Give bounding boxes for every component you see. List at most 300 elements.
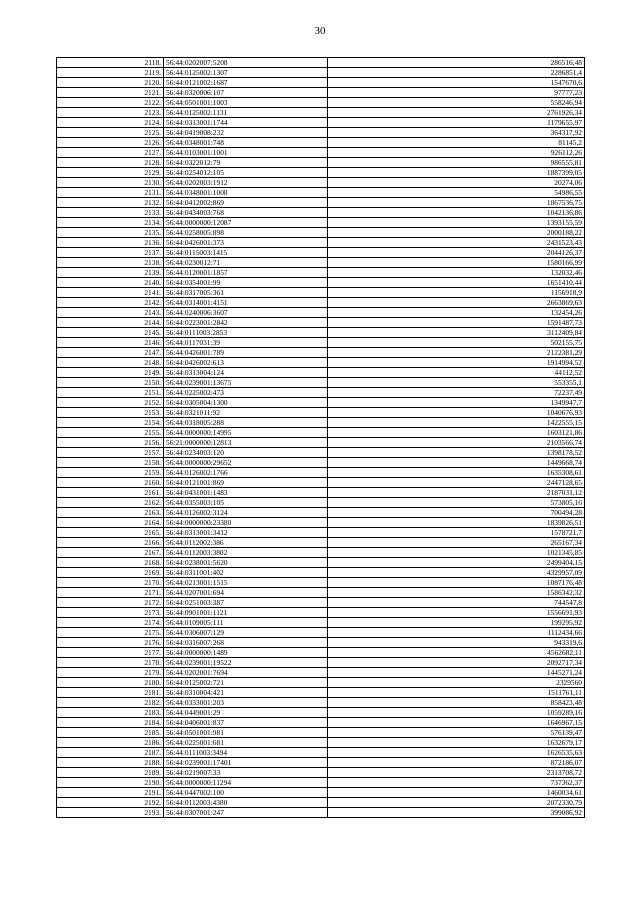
- cadastral-number-cell: 56:44:0239001:19522: [164, 658, 328, 668]
- table-row: [57, 148, 585, 158]
- cadastral-number-cell: 56:44:0112003:4380: [164, 798, 328, 808]
- value-cell: 2663869,63: [328, 298, 585, 308]
- value-cell: 1511761,11: [328, 688, 585, 698]
- cadastral-number-cell: 56:44:0320006:107: [164, 88, 328, 98]
- cadastral-number-cell: 56:44:0000000:12087: [164, 218, 328, 228]
- table-row: [57, 438, 585, 448]
- value-cell: 553355,1: [328, 378, 585, 388]
- row-number-cell: 2145.: [57, 328, 164, 338]
- value-cell: 1887399,05: [328, 168, 585, 178]
- cadastral-number-cell: 56:44:0230012:71: [164, 258, 328, 268]
- value-cell: 2092717,34: [328, 658, 585, 668]
- row-number-cell: 2123.: [57, 108, 164, 118]
- table-row: [57, 228, 585, 238]
- row-number-cell: 2159.: [57, 468, 164, 478]
- value-cell: 20274,06: [328, 178, 585, 188]
- value-cell: 737362,37: [328, 778, 585, 788]
- row-number-cell: 2174.: [57, 618, 164, 628]
- value-cell: 2499404,15: [328, 558, 585, 568]
- table-row: [57, 318, 585, 328]
- row-number-cell: 2182.: [57, 698, 164, 708]
- value-cell: 1156918,9: [328, 288, 585, 298]
- cadastral-number-cell: 56:44:0348001:748: [164, 138, 328, 148]
- cadastral-number-cell: 56:44:0313001:1744: [164, 118, 328, 128]
- table-row: [57, 568, 585, 578]
- cadastral-number-cell: 56:44:0207001:694: [164, 588, 328, 598]
- table-row: [57, 138, 585, 148]
- table-row: [57, 368, 585, 378]
- value-cell: 1021345,85: [328, 548, 585, 558]
- cadastral-number-cell: 56:44:0355003:105: [164, 498, 328, 508]
- cadastral-number-cell: 56:44:0112002:386: [164, 538, 328, 548]
- table-row: [57, 798, 585, 808]
- value-cell: 1042136,86: [328, 208, 585, 218]
- row-number-cell: 2167.: [57, 548, 164, 558]
- row-number-cell: 2155.: [57, 428, 164, 438]
- cadastral-number-cell: 56:44:0426001:789: [164, 348, 328, 358]
- value-cell: 1632679,17: [328, 738, 585, 748]
- cadastral-number-cell: 56:44:0111003:3494: [164, 748, 328, 758]
- value-cell: 1398178,52: [328, 448, 585, 458]
- row-number-cell: 2152.: [57, 398, 164, 408]
- value-cell: 2761926,34: [328, 108, 585, 118]
- table-row: [57, 378, 585, 388]
- row-number-cell: 2130.: [57, 178, 164, 188]
- value-cell: 1556691,93: [328, 608, 585, 618]
- value-cell: 72237,49: [328, 388, 585, 398]
- table-row: [57, 628, 585, 638]
- table-row: [57, 278, 585, 288]
- value-cell: 4562682,11: [328, 648, 585, 658]
- cadastral-number-cell: 56:44:0000000:1489: [164, 648, 328, 658]
- value-cell: 1547670,6: [328, 78, 585, 88]
- row-number-cell: 2190.: [57, 778, 164, 788]
- value-cell: 1112434,66: [328, 628, 585, 638]
- table-row: [57, 708, 585, 718]
- cadastral-number-cell: 56:44:0305004:1300: [164, 398, 328, 408]
- value-cell: 199295,92: [328, 618, 585, 628]
- cadastral-number-cell: 56:44:0431001:1483: [164, 488, 328, 498]
- table-row: [57, 688, 585, 698]
- table-row: [57, 668, 585, 678]
- table-row: [57, 758, 585, 768]
- cadastral-number-cell: 56:44:0115003:1415: [164, 248, 328, 258]
- value-cell: 1578721,7: [328, 528, 585, 538]
- cadastral-number-cell: 56:44:0426001:373: [164, 238, 328, 248]
- cadastral-number-cell: 56:44:0322012:79: [164, 158, 328, 168]
- value-cell: 573805,16: [328, 498, 585, 508]
- value-cell: 576139,47: [328, 728, 585, 738]
- row-number-cell: 2172.: [57, 598, 164, 608]
- value-cell: 81145,2: [328, 138, 585, 148]
- table-row: [57, 128, 585, 138]
- table-row: [57, 458, 585, 468]
- cadastral-number-cell: 56:44:0419008:232: [164, 128, 328, 138]
- row-number-cell: 2140.: [57, 278, 164, 288]
- value-cell: 2072330,79: [328, 798, 585, 808]
- table-row: [57, 88, 585, 98]
- row-number-cell: 2169.: [57, 568, 164, 578]
- table-row: [57, 748, 585, 758]
- row-number-cell: 2171.: [57, 588, 164, 598]
- table-row: [57, 538, 585, 548]
- cadastral-number-cell: 56:44:0306007:129: [164, 628, 328, 638]
- row-number-cell: 2157.: [57, 448, 164, 458]
- value-cell: 2329560: [328, 678, 585, 688]
- value-cell: 1646967,15: [328, 718, 585, 728]
- cadastral-number-cell: 56:44:0333001:203: [164, 698, 328, 708]
- table-row: [57, 488, 585, 498]
- table-row: [57, 808, 585, 818]
- value-cell: 1422555,15: [328, 418, 585, 428]
- value-cell: 2447128,65: [328, 478, 585, 488]
- table-row: [57, 268, 585, 278]
- cadastral-number-cell: 56:44:0348001:1008: [164, 188, 328, 198]
- cadastral-number-cell: 56:44:0120001:1857: [164, 268, 328, 278]
- cadastral-number-cell: 56:44:0251003:387: [164, 598, 328, 608]
- table-row: [57, 398, 585, 408]
- table-row: [57, 108, 585, 118]
- cadastral-number-cell: 56:44:0112003:3802: [164, 548, 328, 558]
- row-number-cell: 2141.: [57, 288, 164, 298]
- table-row: [57, 218, 585, 228]
- cadastral-number-cell: 56:44:0239001:17401: [164, 758, 328, 768]
- table-row: [57, 168, 585, 178]
- table-row: [57, 738, 585, 748]
- value-cell: 1626535,63: [328, 748, 585, 758]
- table-row: [57, 578, 585, 588]
- value-cell: 2044126,37: [328, 248, 585, 258]
- table-row: [57, 408, 585, 418]
- value-cell: 2313708,72: [328, 768, 585, 778]
- value-cell: 2000188,22: [328, 228, 585, 238]
- value-cell: 1591487,73: [328, 318, 585, 328]
- table-row: [57, 78, 585, 88]
- value-cell: 399086,92: [328, 808, 585, 818]
- row-number-cell: 2164.: [57, 518, 164, 528]
- table-row: [57, 788, 585, 798]
- table-row: [57, 638, 585, 648]
- table-row: [57, 338, 585, 348]
- cadastral-number-cell: 56:44:0321011:92: [164, 408, 328, 418]
- table-row: [57, 608, 585, 618]
- value-cell: 1460034,61: [328, 788, 585, 798]
- row-number-cell: 2186.: [57, 738, 164, 748]
- table-row: [57, 208, 585, 218]
- value-cell: 132032,46: [328, 268, 585, 278]
- row-number-cell: 2129.: [57, 168, 164, 178]
- cadastral-number-cell: 56:44:0202003:1912: [164, 178, 328, 188]
- cadastral-number-cell: 56:44:0354001:99: [164, 278, 328, 288]
- cadastral-number-cell: 56:44:0125002:721: [164, 678, 328, 688]
- row-number-cell: 2136.: [57, 238, 164, 248]
- row-number-cell: 2170.: [57, 578, 164, 588]
- row-number-cell: 2138.: [57, 258, 164, 268]
- cadastral-number-cell: 56:44:0000000:11294: [164, 778, 328, 788]
- row-number-cell: 2127.: [57, 148, 164, 158]
- cadastral-number-cell: 56:44:0501001:981: [164, 728, 328, 738]
- row-number-cell: 2192.: [57, 798, 164, 808]
- value-cell: 1393155,59: [328, 218, 585, 228]
- value-cell: 44112,52: [328, 368, 585, 378]
- cadastral-number-cell: 56:44:0109005:111: [164, 618, 328, 628]
- row-number-cell: 2175.: [57, 628, 164, 638]
- cadastral-number-cell: 56:44:0447002:100: [164, 788, 328, 798]
- table-row: [57, 98, 585, 108]
- value-cell: 4329957,09: [328, 568, 585, 578]
- cadastral-number-cell: 56:44:0000000:23380: [164, 518, 328, 528]
- row-number-cell: 2193.: [57, 808, 164, 818]
- row-number-cell: 2139.: [57, 268, 164, 278]
- value-cell: 558246,94: [328, 98, 585, 108]
- row-number-cell: 2168.: [57, 558, 164, 568]
- cadastral-number-cell: 56:44:0240006:3607: [164, 308, 328, 318]
- value-cell: 1603121,86: [328, 428, 585, 438]
- row-number-cell: 2118.: [57, 58, 164, 68]
- table-row: [57, 348, 585, 358]
- registry-table-body: [57, 58, 585, 818]
- row-number-cell: 2149.: [57, 368, 164, 378]
- value-cell: 54986,55: [328, 188, 585, 198]
- value-cell: 1449668,74: [328, 458, 585, 468]
- row-number-cell: 2120.: [57, 78, 164, 88]
- row-number-cell: 2125.: [57, 128, 164, 138]
- cadastral-number-cell: 56:44:0311001:402: [164, 568, 328, 578]
- table-row: [57, 658, 585, 668]
- cadastral-number-cell: 56:44:0406001:837: [164, 718, 328, 728]
- row-number-cell: 2148.: [57, 358, 164, 368]
- row-number-cell: 2154.: [57, 418, 164, 428]
- row-number-cell: 2121.: [57, 88, 164, 98]
- value-cell: 1040676,93: [328, 408, 585, 418]
- table-row: [57, 698, 585, 708]
- table-row: [57, 558, 585, 568]
- table-row: [57, 308, 585, 318]
- value-cell: 1059289,16: [328, 708, 585, 718]
- table-row: [57, 388, 585, 398]
- value-cell: 700494,28: [328, 508, 585, 518]
- cadastral-number-cell: 56:44:0202007:5208: [164, 58, 328, 68]
- cadastral-number-cell: 56:44:0238001:5620: [164, 558, 328, 568]
- row-number-cell: 2134.: [57, 218, 164, 228]
- row-number-cell: 2147.: [57, 348, 164, 358]
- row-number-cell: 2162.: [57, 498, 164, 508]
- cadastral-number-cell: 56:44:0219007:33: [164, 768, 328, 778]
- row-number-cell: 2153.: [57, 408, 164, 418]
- table-row: [57, 728, 585, 738]
- row-number-cell: 2156.: [57, 438, 164, 448]
- table-row: [57, 648, 585, 658]
- value-cell: 872186,07: [328, 758, 585, 768]
- table-row: [57, 448, 585, 458]
- cadastral-number-cell: 56:44:0501001:1003: [164, 98, 328, 108]
- row-number-cell: 2124.: [57, 118, 164, 128]
- cadastral-number-cell: 56:44:0213001:1515: [164, 578, 328, 588]
- value-cell: 2187031,12: [328, 488, 585, 498]
- cadastral-number-cell: 56:44:0125002:1307: [164, 68, 328, 78]
- table-row: [57, 618, 585, 628]
- table-row: [57, 418, 585, 428]
- cadastral-number-cell: 56:44:0313001:3412: [164, 528, 328, 538]
- table-row: [57, 238, 585, 248]
- cadastral-number-cell: 56:44:0434003:768: [164, 208, 328, 218]
- cadastral-number-cell: 56:44:0117031:39: [164, 338, 328, 348]
- row-number-cell: 2180.: [57, 678, 164, 688]
- table-row: [57, 328, 585, 338]
- table-row: [57, 248, 585, 258]
- cadastral-number-cell: 56:44:0317005:361: [164, 288, 328, 298]
- value-cell: 364317,92: [328, 128, 585, 138]
- cadastral-number-cell: 56:44:0223001:2842: [164, 318, 328, 328]
- row-number-cell: 2137.: [57, 248, 164, 258]
- value-cell: 286516,48: [328, 58, 585, 68]
- cadastral-number-cell: 56:44:0313004:124: [164, 368, 328, 378]
- cadastral-number-cell: 56:44:0426002:613: [164, 358, 328, 368]
- row-number-cell: 2133.: [57, 208, 164, 218]
- row-number-cell: 2131.: [57, 188, 164, 198]
- row-number-cell: 2183.: [57, 708, 164, 718]
- cadastral-number-cell: 56:44:0318005:288: [164, 418, 328, 428]
- table-row: [57, 158, 585, 168]
- table-row: [57, 768, 585, 778]
- cadastral-number-cell: 56:44:0121001:869: [164, 478, 328, 488]
- row-number-cell: 2143.: [57, 308, 164, 318]
- row-number-cell: 2161.: [57, 488, 164, 498]
- row-number-cell: 2173.: [57, 608, 164, 618]
- row-number-cell: 2189.: [57, 768, 164, 778]
- row-number-cell: 2191.: [57, 788, 164, 798]
- table-row: [57, 518, 585, 528]
- cadastral-number-cell: 56:44:0225001:681: [164, 738, 328, 748]
- value-cell: 502155,75: [328, 338, 585, 348]
- page-number: 30: [314, 25, 326, 37]
- row-number-cell: 2146.: [57, 338, 164, 348]
- row-number-cell: 2166.: [57, 538, 164, 548]
- row-number-cell: 2135.: [57, 228, 164, 238]
- row-number-cell: 2163.: [57, 508, 164, 518]
- row-number-cell: 2158.: [57, 458, 164, 468]
- table-row: [57, 118, 585, 128]
- cadastral-number-cell: 56:44:0254012:105: [164, 168, 328, 178]
- row-number-cell: 2165.: [57, 528, 164, 538]
- value-cell: 2286851,4: [328, 68, 585, 78]
- row-number-cell: 2177.: [57, 648, 164, 658]
- value-cell: 858423,48: [328, 698, 585, 708]
- table-row: [57, 428, 585, 438]
- registry-table: [56, 57, 585, 818]
- row-number-cell: 2178.: [57, 658, 164, 668]
- value-cell: 97777,23: [328, 88, 585, 98]
- cadastral-number-cell: 56:44:0000000:14995: [164, 428, 328, 438]
- table-row: [57, 718, 585, 728]
- table-row: [57, 198, 585, 208]
- table-row: [57, 258, 585, 268]
- cadastral-number-cell: 56:44:0121002:1687: [164, 78, 328, 88]
- value-cell: 1445271,24: [328, 668, 585, 678]
- row-number-cell: 2142.: [57, 298, 164, 308]
- cadastral-number-cell: 56:44:0449001:29: [164, 708, 328, 718]
- value-cell: 1586342,32: [328, 588, 585, 598]
- value-cell: 744547,8: [328, 598, 585, 608]
- row-number-cell: 2119.: [57, 68, 164, 78]
- cadastral-number-cell: 56:44:0225002:473: [164, 388, 328, 398]
- row-number-cell: 2187.: [57, 748, 164, 758]
- cadastral-number-cell: 56:44:0307001:247: [164, 808, 328, 818]
- value-cell: 132454,26: [328, 308, 585, 318]
- row-number-cell: 2151.: [57, 388, 164, 398]
- table-row: [57, 468, 585, 478]
- cadastral-number-cell: 56:44:0126002:3124: [164, 508, 328, 518]
- cadastral-number-cell: 56:44:0000000:29652: [164, 458, 328, 468]
- value-cell: 1914994,52: [328, 358, 585, 368]
- row-number-cell: 2188.: [57, 758, 164, 768]
- table-row: [57, 68, 585, 78]
- cadastral-number-cell: 56:44:0314001:4151: [164, 298, 328, 308]
- table-row: [57, 528, 585, 538]
- row-number-cell: 2150.: [57, 378, 164, 388]
- cadastral-number-cell: 56:44:0310004:421: [164, 688, 328, 698]
- row-number-cell: 2179.: [57, 668, 164, 678]
- row-number-cell: 2176.: [57, 638, 164, 648]
- row-number-cell: 2184.: [57, 718, 164, 728]
- table-row: [57, 588, 585, 598]
- table-row: [57, 58, 585, 68]
- cadastral-number-cell: 56:44:0901001:1121: [164, 608, 328, 618]
- value-cell: 1179655,97: [328, 118, 585, 128]
- row-number-cell: 2185.: [57, 728, 164, 738]
- value-cell: 986555,81: [328, 158, 585, 168]
- table-row: [57, 678, 585, 688]
- value-cell: 1635308,61: [328, 468, 585, 478]
- value-cell: 943319,6: [328, 638, 585, 648]
- cadastral-number-cell: 56:44:0111003:2853: [164, 328, 328, 338]
- table-row: [57, 298, 585, 308]
- table-row: [57, 188, 585, 198]
- cadastral-number-cell: 56:44:0103001:1001: [164, 148, 328, 158]
- row-number-cell: 2126.: [57, 138, 164, 148]
- cadastral-number-cell: 56:44:0126002:1766: [164, 468, 328, 478]
- table-row: [57, 288, 585, 298]
- value-cell: 1651410,44: [328, 278, 585, 288]
- cadastral-number-cell: 56:44:0125002:1131: [164, 108, 328, 118]
- row-number-cell: 2160.: [57, 478, 164, 488]
- row-number-cell: 2132.: [57, 198, 164, 208]
- cadastral-number-cell: 56:21:0000000:12813: [164, 438, 328, 448]
- value-cell: 1349947,7: [328, 398, 585, 408]
- row-number-cell: 2128.: [57, 158, 164, 168]
- table-row: [57, 178, 585, 188]
- value-cell: 1839826,51: [328, 518, 585, 528]
- value-cell: 1580166,99: [328, 258, 585, 268]
- table-row: [57, 478, 585, 488]
- table-row: [57, 498, 585, 508]
- cadastral-number-cell: 56:44:0258005:898: [164, 228, 328, 238]
- value-cell: 926112,26: [328, 148, 585, 158]
- row-number-cell: 2181.: [57, 688, 164, 698]
- cadastral-number-cell: 56:44:0239001:13675: [164, 378, 328, 388]
- row-number-cell: 2122.: [57, 98, 164, 108]
- table-row: [57, 358, 585, 368]
- table-row: [57, 548, 585, 558]
- value-cell: 3112409,84: [328, 328, 585, 338]
- value-cell: 2103566,74: [328, 438, 585, 448]
- value-cell: 1867536,75: [328, 198, 585, 208]
- cadastral-number-cell: 56:44:0412002:869: [164, 198, 328, 208]
- cadastral-number-cell: 56:44:0234003:120: [164, 448, 328, 458]
- cadastral-number-cell: 56:44:0202001:7694: [164, 668, 328, 678]
- table-row: [57, 598, 585, 608]
- value-cell: 2122381,29: [328, 348, 585, 358]
